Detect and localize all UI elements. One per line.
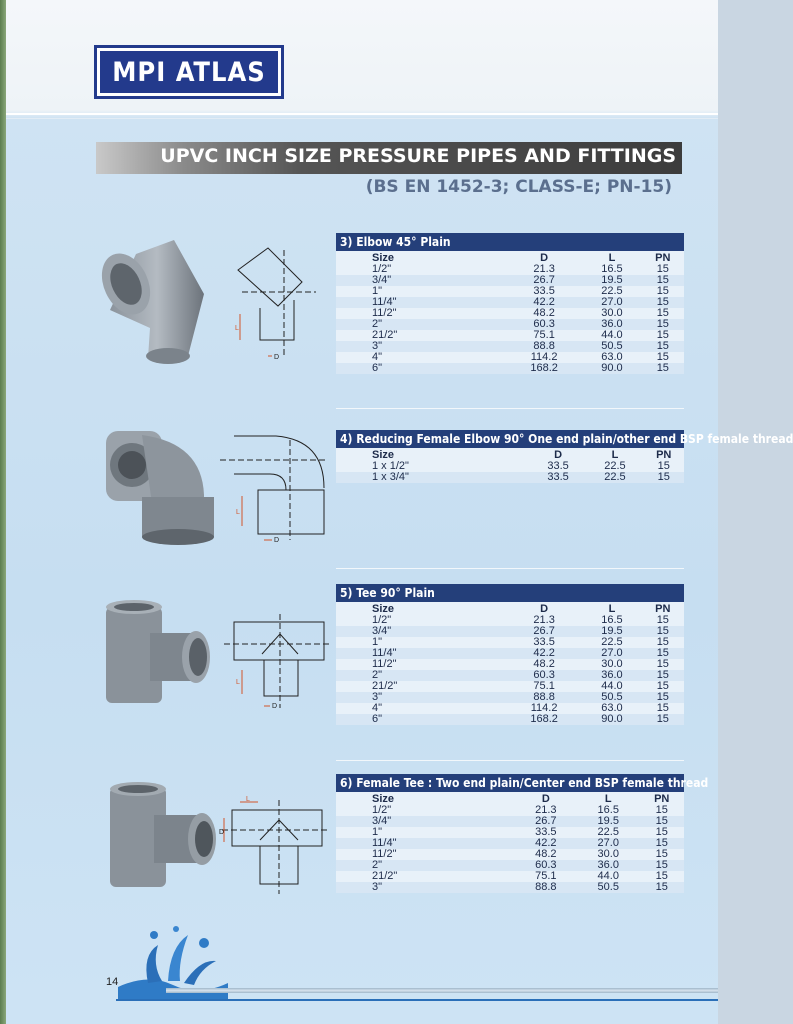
size-cell: 6" [336,714,506,725]
catalog-page [6,0,793,1024]
l-cell: 63.0 [582,352,641,363]
l-cell: 16.5 [582,615,641,626]
table-row [336,275,684,286]
page-number: 14 [106,976,119,988]
tee-90-drawing [220,610,335,710]
column-header-d: D [530,448,587,461]
size-cell: 2" [336,860,515,871]
pn-cell: 15 [642,352,684,363]
section-title: 4) Reducing Female Elbow 90° One end plain/other end BSP female thread [336,430,684,448]
size-cell: 2" [336,319,506,330]
pn-cell: 15 [642,670,684,681]
l-cell: 27.0 [577,838,639,849]
l-cell: 30.0 [582,659,641,670]
section-title: 6) Female Tee : Two end plain/Center end BSP female thread [336,774,684,792]
column-header-pn: PN [642,251,684,264]
pn-cell: 15 [642,330,684,341]
reducing-elbow-photo [102,425,222,549]
table-row [336,692,684,703]
l-cell: 16.5 [577,805,639,816]
table-row [336,308,684,319]
l-cell: 50.5 [577,882,639,893]
tee-90-dimension-l: L [236,679,240,686]
column-header-l: L [582,602,641,615]
d-cell: 26.7 [506,275,582,286]
size-cell: 11/2" [336,308,506,319]
d-cell: 168.2 [506,363,582,374]
d-cell: 42.2 [506,297,582,308]
pn-cell: 15 [642,692,684,703]
section-divider [336,568,684,569]
d-cell: 114.2 [506,352,582,363]
header-rule-secondary [6,118,718,119]
size-cell: 2" [336,670,506,681]
pn-cell: 15 [639,805,684,816]
elbow-45-drawing [220,240,330,365]
l-cell: 22.5 [582,637,641,648]
tee-90-dimension-d: D [272,703,278,710]
female-tee-dimension-l: L [246,796,250,803]
size-cell: 11/4" [336,838,515,849]
l-cell: 19.5 [577,816,639,827]
pn-cell: 15 [642,264,684,275]
size-cell: 11/2" [336,659,506,670]
pn-cell: 15 [639,838,684,849]
table-row [336,352,684,363]
size-cell: 3" [336,341,506,352]
l-cell: 30.0 [582,308,641,319]
spec-table [336,792,684,893]
d-cell: 48.2 [515,849,577,860]
table-row [336,363,684,374]
size-cell: 1/2" [336,615,506,626]
d-cell: 33.5 [515,827,577,838]
table-row [336,330,684,341]
section-divider [336,408,684,409]
d-cell: 42.2 [506,648,582,659]
spec-table [336,448,684,483]
section-elbow-45 [336,233,684,374]
table-row [336,659,684,670]
brand-logo [94,45,284,99]
d-cell: 26.7 [515,816,577,827]
l-cell: 30.0 [577,849,639,860]
female-tee-dimension-d: D [219,829,225,836]
l-cell: 36.0 [582,670,641,681]
section-reducing-female-elbow [336,430,793,483]
footer-rule [116,999,718,1001]
brand-logo-text: MPI ATLAS [100,51,278,93]
size-cell: 3/4" [336,816,515,827]
size-cell: 1/2" [336,264,506,275]
l-cell: 22.5 [577,827,639,838]
pn-cell: 15 [642,615,684,626]
reducing-elbow-drawing [216,430,331,542]
size-cell: 21/2" [336,871,515,882]
size-cell: 3" [336,882,515,893]
column-header-d: D [515,792,577,805]
pn-cell: 15 [642,297,684,308]
column-header-d: D [506,602,582,615]
elbow-45-photo [96,232,216,366]
l-cell: 27.0 [582,297,641,308]
pn-cell: 15 [642,681,684,692]
size-cell: 3/4" [336,626,506,637]
table-row [336,626,684,637]
table-row [336,703,684,714]
table-row [336,714,684,725]
size-cell: 3/4" [336,275,506,286]
d-cell: 88.8 [506,341,582,352]
pn-cell: 15 [642,286,684,297]
section-title: 5) Tee 90° Plain [336,584,684,602]
d-cell: 88.8 [515,882,577,893]
column-header-l: L [577,792,639,805]
header-rule [6,113,718,115]
d-cell: 21.3 [506,615,582,626]
column-header-pn: PN [643,448,684,461]
d-cell: 33.5 [506,637,582,648]
l-cell: 36.0 [582,319,641,330]
l-cell: 36.0 [577,860,639,871]
l-cell: 90.0 [582,363,641,374]
pn-cell: 15 [642,363,684,374]
size-cell: 1 x 1/2" [336,461,530,472]
page-title: UPVC INCH SIZE PRESSURE PIPES AND FITTINGS [160,145,676,167]
column-header-size: Size [336,602,506,615]
table-row [336,871,684,882]
section-tee-90 [336,584,684,725]
l-cell: 22.5 [582,286,641,297]
l-cell: 50.5 [582,341,641,352]
size-cell: 4" [336,352,506,363]
d-cell: 75.1 [506,330,582,341]
size-cell: 21/2" [336,681,506,692]
pn-cell: 15 [643,472,684,483]
d-cell: 75.1 [506,681,582,692]
size-cell: 4" [336,703,506,714]
l-cell: 44.0 [582,330,641,341]
size-cell: 21/2" [336,330,506,341]
pn-cell: 15 [639,882,684,893]
d-cell: 33.5 [506,286,582,297]
size-cell: 6" [336,363,506,374]
reducing-elbow-dimension-l: L [236,509,240,516]
column-header-l: L [582,251,641,264]
size-cell: 11/4" [336,648,506,659]
d-cell: 42.2 [515,838,577,849]
pn-cell: 15 [642,319,684,330]
d-cell: 48.2 [506,659,582,670]
section-title: 3) Elbow 45° Plain [336,233,684,251]
column-header-size: Size [336,251,506,264]
pn-cell: 15 [639,849,684,860]
size-cell: 1 x 3/4" [336,472,530,483]
l-cell: 16.5 [582,264,641,275]
tee-90-photo [100,597,216,707]
pn-cell: 15 [642,659,684,670]
pn-cell: 15 [642,703,684,714]
column-header-pn: PN [639,792,684,805]
d-cell: 88.8 [506,692,582,703]
size-cell: 1" [336,827,515,838]
column-header-l: L [587,448,644,461]
pn-cell: 15 [643,461,684,472]
d-cell: 21.3 [515,805,577,816]
d-cell: 48.2 [506,308,582,319]
pn-cell: 15 [639,827,684,838]
l-cell: 22.5 [587,461,644,472]
pn-cell: 15 [642,637,684,648]
column-header-size: Size [336,792,515,805]
column-header-pn: PN [642,602,684,615]
pn-cell: 15 [642,714,684,725]
l-cell: 63.0 [582,703,641,714]
pn-cell: 15 [642,341,684,352]
table-row [336,882,684,893]
section-female-tee [336,774,709,893]
pn-cell: 15 [639,860,684,871]
female-tee-photo [104,781,225,893]
table-row [336,816,684,827]
l-cell: 90.0 [582,714,641,725]
l-cell: 22.5 [587,472,644,483]
table-row [336,849,684,860]
size-cell: 1" [336,286,506,297]
spec-table [336,602,684,725]
spec-table [336,251,684,374]
pn-cell: 15 [642,308,684,319]
elbow-45-dimension-d: D [274,354,280,361]
female-tee-drawing [218,796,333,896]
l-cell: 44.0 [582,681,641,692]
d-cell: 168.2 [506,714,582,725]
table-row [336,681,684,692]
page-title-bar [96,142,682,174]
d-cell: 75.1 [515,871,577,882]
l-cell: 19.5 [582,626,641,637]
pn-cell: 15 [639,816,684,827]
d-cell: 114.2 [506,703,582,714]
d-cell: 21.3 [506,264,582,275]
l-cell: 27.0 [582,648,641,659]
size-cell: 11/4" [336,297,506,308]
l-cell: 19.5 [582,275,641,286]
footer-pipe-band [166,988,718,993]
pn-cell: 15 [642,648,684,659]
l-cell: 44.0 [577,871,639,882]
d-cell: 26.7 [506,626,582,637]
pn-cell: 15 [642,626,684,637]
d-cell: 60.3 [515,860,577,871]
l-cell: 50.5 [582,692,641,703]
elbow-45-dimension-l: L [235,325,239,332]
pn-cell: 15 [642,275,684,286]
d-cell: 33.5 [530,472,587,483]
size-cell: 1/2" [336,805,515,816]
column-header-d: D [506,251,582,264]
d-cell: 33.5 [530,461,587,472]
d-cell: 60.3 [506,319,582,330]
size-cell: 1" [336,637,506,648]
d-cell: 60.3 [506,670,582,681]
section-divider [336,760,684,761]
size-cell: 11/2" [336,849,515,860]
size-cell: 3" [336,692,506,703]
reducing-elbow-dimension-d: D [274,537,280,544]
page-subtitle: (BS EN 1452-3; CLASS-E; PN-15) [365,177,672,197]
table-row [336,472,684,483]
pn-cell: 15 [639,871,684,882]
column-header-size: Size [336,448,530,461]
table-row [336,341,684,352]
